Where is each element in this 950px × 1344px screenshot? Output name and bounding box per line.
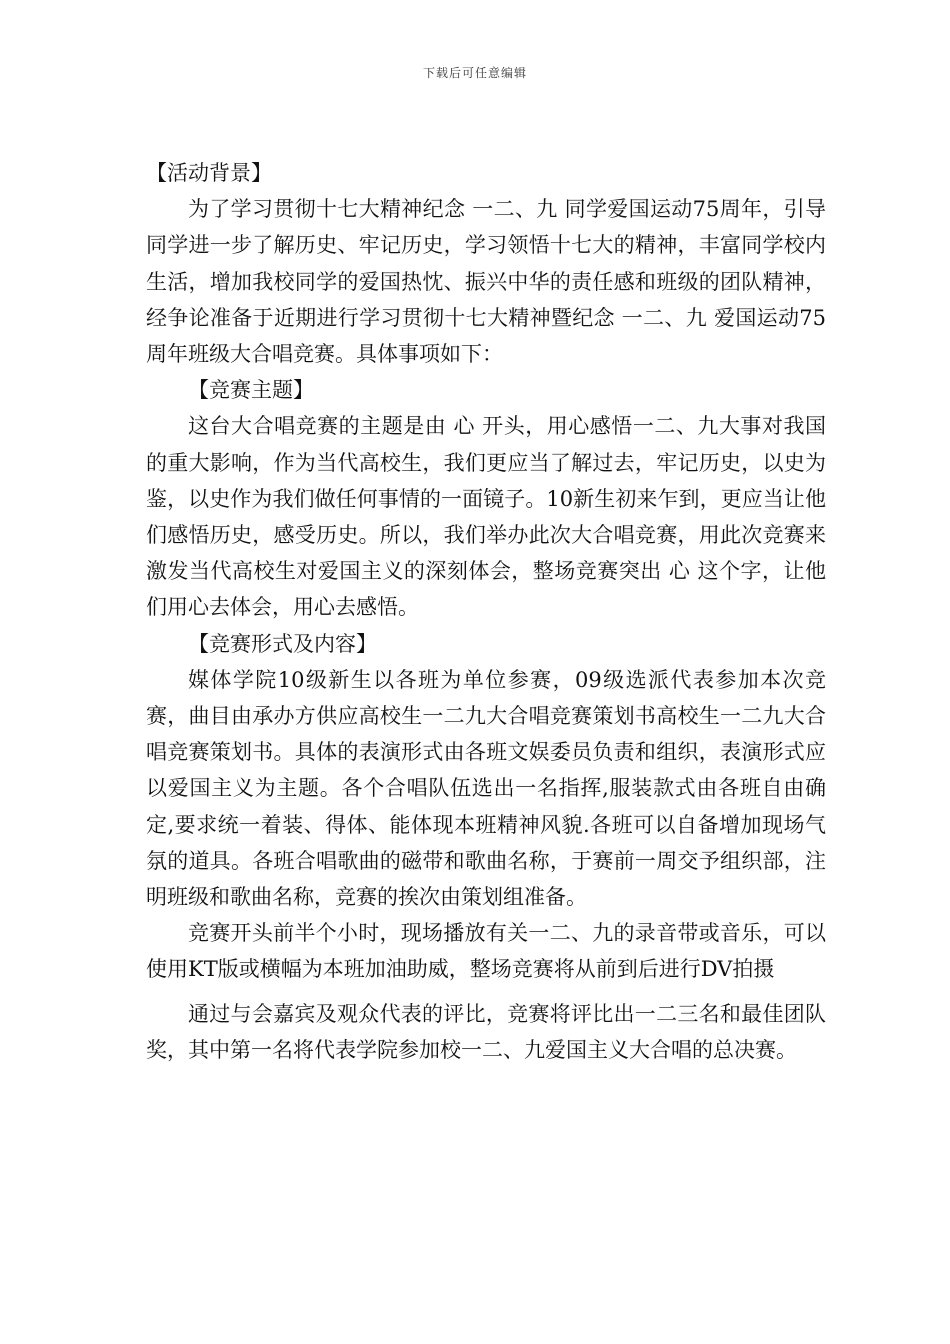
paragraph-music: 竞赛开头前半个小时，现场播放有关一二、九的录音带或音乐，可以使用KT版或横幅为本班加油助威，整场竞赛将从前到后进行DV拍摄 (146, 921, 826, 982)
paragraph-form: 媒体学院10级新生以各班为单位参赛，09级选派代表参加本次竞赛，曲目由承办方供应高校生一二九大合唱竞赛策划书高校生一二九大合唱竞赛策划书。具体的表演形式由各班文娱委员负责和组织，表演形式应以爱国主义为主题。各个合唱队伍选出一名指挥,服装款式由各班自由确定,要求统一着装、得体、能体现本班精神风貌.各班可以自备增加现场气氛的道具。各班合唱歌曲的磁带和歌曲名称，于赛前一周交予组织部，注明班级和歌曲名称，竞赛的挨次由策划组准备。 (146, 667, 826, 910)
paragraph-theme: 这台大合唱竞赛的主题是由 心 开头，用心感悟一二、九大事对我国的重大影响，作为当代高校生，我们更应当了解过去，牢记历史，以史为鉴，以史作为我们做任何事情的一面镜子。10新生初来乍到，更应当让他们感悟历史，感受历史。所以，我们举办此次大合唱竞赛，用此次竞赛来激发当代高校生对爱国主义的深刻体会，整场竞赛突出 心 这个字，让他们用心去体会，用心去感悟。 (146, 414, 826, 620)
paragraph-background: 为了学习贯彻十七大精神纪念 一二、九 同学爱国运动75周年，引导同学进一步了解历史、牢记历史，学习领悟十七大的精神，丰富同学校内生活，增加我校同学的爱国热忱、振兴中华的责任感和班级的团队精神，经争论准备于近期进行学习贯彻十七大精神暨纪念 一二、九 爱国运动75周年班级大合唱竞赛。具体事项如下： (146, 197, 826, 367)
section-heading-theme: 【竞赛主题】 (188, 378, 314, 403)
section-heading-form: 【竞赛形式及内容】 (188, 631, 377, 656)
paragraph-judging: 通过与会嘉宾及观众代表的评比，竞赛将评比出一二三名和最佳团队奖，其中第一名将代表学院参加校一二、九爱国主义大合唱的总决赛。 (146, 1001, 826, 1062)
section-heading-background: 【活动背景】 (146, 161, 272, 185)
document-body (146, 155, 826, 1068)
page-header-note: 下载后可任意编辑 (422, 66, 527, 80)
